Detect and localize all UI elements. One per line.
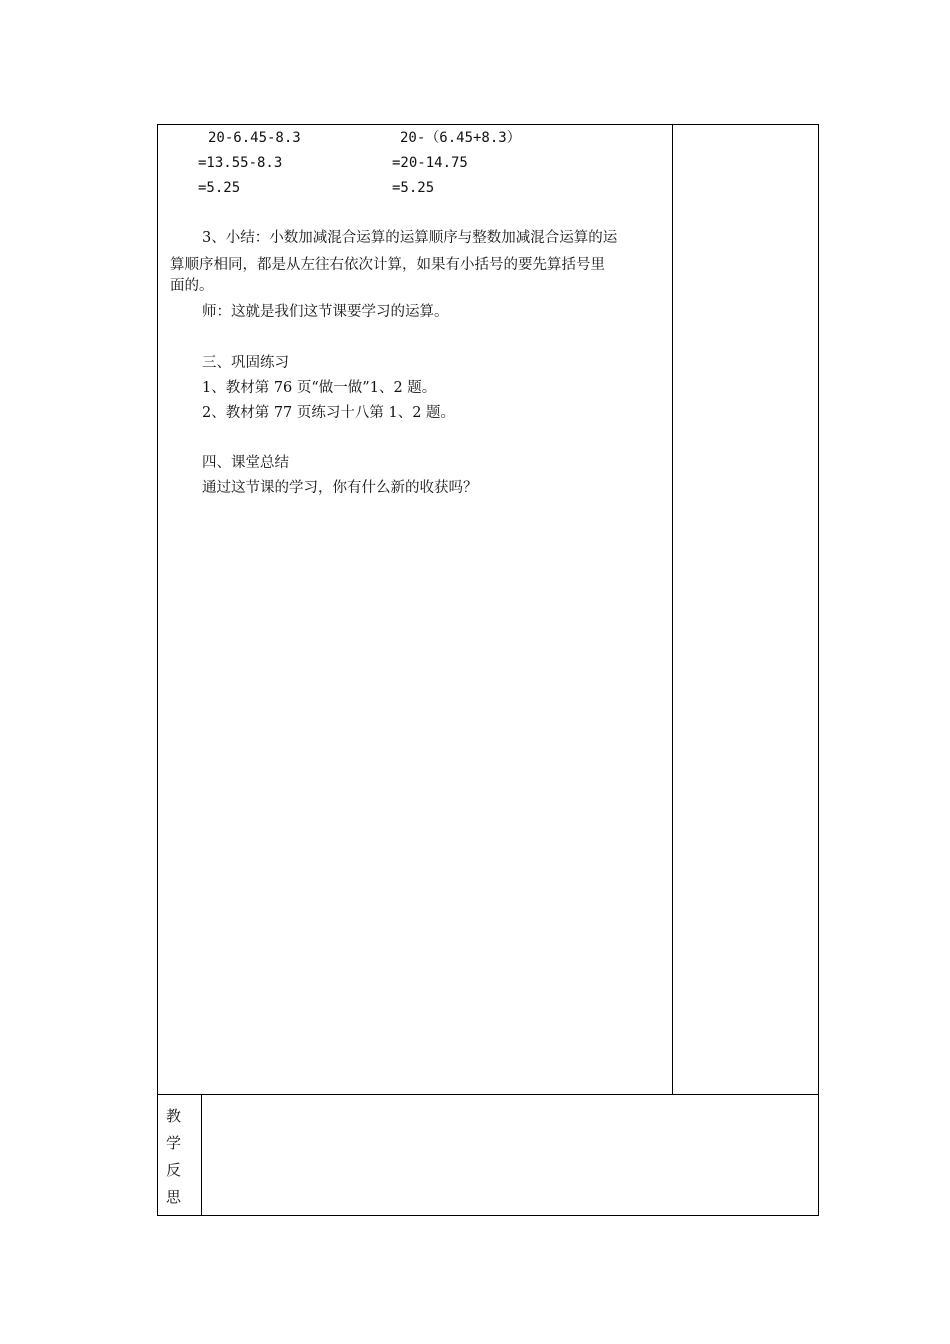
calc-right-line-1: 20-（6.45+8.3）: [400, 130, 521, 146]
calc-right-line-2: =20-14.75: [392, 155, 468, 171]
practice-heading: 三、巩固练习: [202, 355, 289, 371]
reflection-table: [157, 1095, 819, 1216]
summary-line-3: 面的。: [170, 278, 214, 294]
lesson-table: [157, 124, 819, 1095]
teacher-line: 师：这就是我们这节课要学习的运算。: [202, 304, 449, 320]
calc-right-line-3: =5.25: [392, 180, 435, 196]
practice-item-2: 2、教材第 77 页练习十八第 1、2 题。: [202, 405, 456, 421]
reflection-char-3: 反: [166, 1161, 182, 1179]
practice-item-1: 1、教材第 76 页“做一做”1、2 题。: [202, 380, 437, 396]
conclusion-heading: 四、课堂总结: [202, 455, 289, 471]
calc-left-line-3: =5.25: [198, 180, 241, 196]
reflection-char-1: 教: [166, 1107, 182, 1125]
calc-left-line-1: 20-6.45-8.3: [208, 130, 301, 146]
reflection-char-2: 学: [166, 1134, 182, 1152]
conclusion-text: 通过这节课的学习，你有什么新的收获吗？: [202, 480, 478, 496]
notes-column-divider: [672, 125, 673, 1094]
summary-line-1: 3、小结：小数加减混合运算的运算顺序与整数加减混合运算的运: [202, 230, 618, 246]
reflection-content-cell[interactable]: [202, 1095, 818, 1215]
calc-left-line-2: =13.55-8.3: [198, 155, 283, 171]
summary-line-2: 算顺序相同，都是从左往右依次计算，如果有小括号的要先算括号里: [170, 257, 605, 273]
reflection-char-4: 思: [166, 1188, 182, 1206]
reflection-label: [166, 1103, 196, 1211]
